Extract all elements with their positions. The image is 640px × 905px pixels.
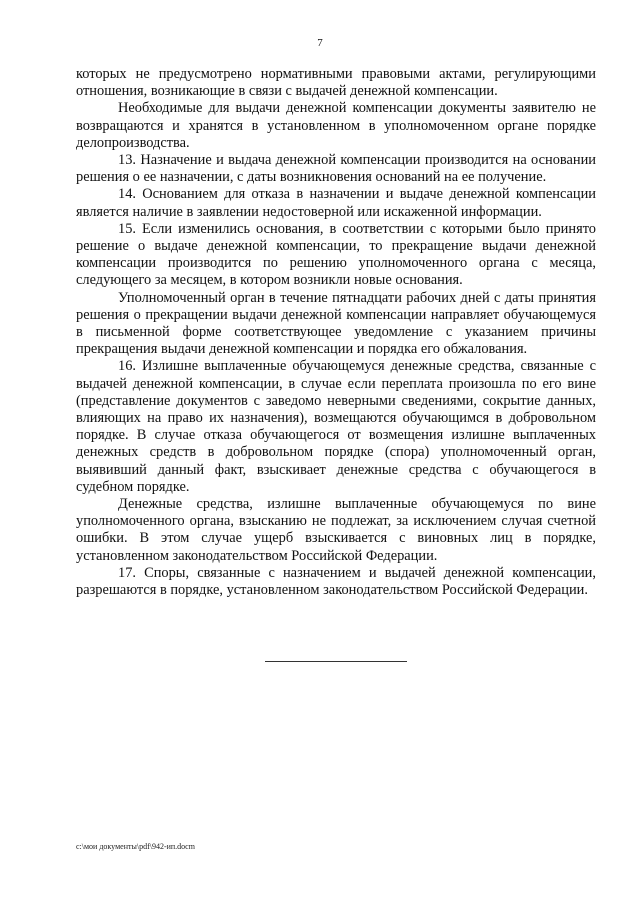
- paragraph-documents-kept: Необходимые для выдачи денежной компенсации документы заявителю не возвращаются и хранятся в установленном в уполномоченном органе порядке делопроизводства.: [76, 100, 596, 151]
- paragraph-notification: Уполномоченный орган в течение пятнадцати рабочих дней с даты принятия решения о прекращении выдачи денежной компенсации направляет обучающемуся в письменной форме соответствующее уведомление с указанием причины прекращения выдачи денежной компенсации и порядка его обжалования.: [76, 289, 596, 358]
- paragraph-item-16: 16. Излишне выплаченные обучающемуся денежные средства, связанные с выдачей денежной компенсации, в случае если переплата произошла по его вине (представление документов с заведомо неверными сведениями, сокрытие данных, влияющих на право их назначения), возмещаются обучающимся в добровольном порядке. В случае отказа обучающегося от возмещения излишне выплаченных денежных средств в добровольном порядке (спора) уполномоченный орган, выявивший данный факт, взыскивает денежные средства с обучающегося в судебном порядке.: [76, 358, 596, 495]
- paragraph-item-15: 15. Если изменились основания, в соответствии с которыми было принято решение о выдаче денежной компенсации, то прекращение выдачи денежной компенсации производится по решению уполномоченного органа с месяца, следующего за месяцем, в котором возникли новые основания.: [76, 220, 596, 289]
- page-number: 7: [317, 37, 323, 49]
- paragraph-continuation: которых не предусмотрено нормативными правовыми актами, регулирующими отношения, возникающие в связи с выдачей денежной компенсации.: [76, 66, 596, 100]
- paragraph-authority-fault: Денежные средства, излишне выплаченные обучающемуся по вине уполномоченного органа, взысканию не подлежат, за исключением случая счетной ошибки. В этом случае ущерб взыскивается с виновных лиц в порядке, установленном законодательством Российской Федерации.: [76, 496, 596, 564]
- end-separator-line: [265, 661, 407, 662]
- document-body: [76, 66, 596, 599]
- paragraph-item-13: 13. Назначение и выдача денежной компенсации производится на основании решения о ее назначении, с даты возникновения оснований на ее получение.: [76, 152, 596, 186]
- paragraph-item-14: 14. Основанием для отказа в назначении и выдаче денежной компенсации является наличие в заявлении недостоверной или искаженной информации.: [76, 186, 596, 220]
- paragraph-item-17: 17. Споры, связанные с назначением и выдачей денежной компенсации, разрешаются в порядке, установленном законодательством Российской Федерации.: [76, 564, 596, 599]
- footer-file-path: c:\мои документы\pdf\942-ип.docm: [76, 842, 195, 851]
